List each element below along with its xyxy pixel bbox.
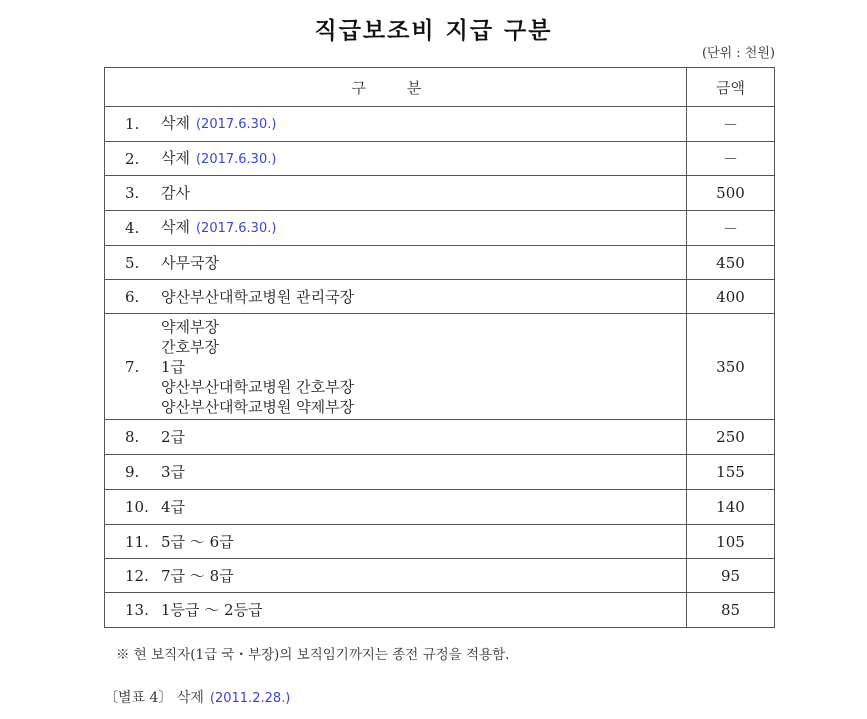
row-label-line: 양산부산대학교병원 간호부장 (161, 377, 355, 396)
row-item-cell (105, 455, 687, 490)
attachment-label: 〔별표 4〕 삭제 (104, 690, 204, 706)
row-item-cell (105, 280, 687, 314)
row-label-line: 2급 (161, 428, 186, 446)
row-item-cell (105, 176, 687, 211)
row-item-cell (105, 314, 687, 420)
row-number: 9. (125, 463, 140, 481)
table-body (105, 107, 775, 628)
row-label (161, 183, 190, 203)
row-label-line: 1급 (161, 357, 186, 376)
table-row (105, 559, 775, 593)
row-label-line (161, 217, 276, 239)
row-label-line: 양산부산대학교병원 약제부장 (161, 397, 355, 416)
row-amount: 350 (687, 314, 775, 420)
row-amount: － (687, 142, 775, 176)
table-header-row (105, 68, 775, 107)
row-label-line: 3급 (161, 463, 186, 481)
row-number: 6. (125, 287, 140, 306)
row-amount: － (687, 211, 775, 246)
row-label-line: 7급 ～ 8급 (161, 566, 234, 585)
deletion-date: (2017.6.30.) (195, 221, 277, 236)
row-amount: 500 (687, 176, 775, 211)
row-amount: 140 (687, 490, 775, 525)
row-label-line: 양산부산대학교병원 관리국장 (161, 287, 355, 306)
row-item-cell (105, 211, 687, 246)
row-label (161, 148, 276, 170)
row-item-cell (105, 420, 687, 455)
row-label-text: 삭제 (161, 148, 190, 167)
row-item-cell (105, 593, 687, 628)
row-label (161, 532, 234, 552)
row-number: 7. (125, 357, 140, 376)
row-amount: 250 (687, 420, 775, 455)
row-label-line: 간호부장 (161, 337, 219, 356)
row-label (161, 217, 276, 239)
row-amount: 155 (687, 455, 775, 490)
page-title: 직급보조비 지급 구분 (314, 17, 553, 44)
row-label (161, 253, 219, 273)
row-label-text: 삭제 (161, 114, 190, 132)
header-amount: 금액 (687, 68, 775, 107)
row-label-line: 약제부장 (161, 317, 219, 336)
table-row (105, 142, 775, 176)
row-label (161, 287, 354, 307)
row-amount: 450 (687, 246, 775, 280)
table-row (105, 525, 775, 559)
row-number: 8. (125, 428, 140, 446)
attachment-date: (2011.2.28.) (209, 691, 291, 706)
row-number: 10. (125, 498, 149, 516)
attachment-line (104, 687, 290, 707)
row-label (161, 566, 234, 586)
table-row (105, 176, 775, 211)
row-label (161, 317, 354, 417)
table-row (105, 107, 775, 142)
deletion-date: (2017.6.30.) (195, 117, 277, 132)
row-label-line (161, 113, 276, 135)
table-row (105, 593, 775, 628)
row-amount: － (687, 107, 775, 142)
row-label (161, 497, 185, 517)
header-category: 구 분 (105, 68, 687, 107)
deletion-date: (2017.6.30.) (195, 151, 277, 167)
table-row (105, 490, 775, 525)
table-row (105, 314, 775, 420)
table-row (105, 455, 775, 490)
row-label-text: 삭제 (161, 218, 190, 236)
table-row (105, 420, 775, 455)
row-amount: 105 (687, 525, 775, 559)
footnote: ※ 현 보직자(1급 국・부장)의 보직임기까지는 종전 규정을 적용함. (116, 647, 510, 663)
table-row (105, 246, 775, 280)
row-label-line: 4급 (161, 498, 186, 516)
row-label-line (161, 148, 276, 170)
row-amount: 95 (687, 559, 775, 593)
table-row (105, 211, 775, 246)
row-label-line: 5급 ～ 6급 (161, 532, 234, 551)
row-label-line: 감사 (161, 184, 190, 202)
row-item-cell (105, 246, 687, 280)
row-number: 11. (125, 532, 149, 551)
row-label (161, 113, 276, 135)
row-number: 2. (125, 149, 140, 168)
row-label (161, 462, 185, 482)
row-label-line: 1등급 ～ 2등급 (161, 601, 263, 619)
unit-label: (단위 : 천원) (701, 46, 775, 61)
row-label (161, 600, 263, 620)
table-row (105, 280, 775, 314)
row-item-cell (105, 107, 687, 142)
allowance-table (104, 67, 775, 628)
row-item-cell (105, 490, 687, 525)
row-number: 12. (125, 566, 149, 585)
row-number: 1. (125, 115, 140, 133)
row-number: 3. (125, 184, 140, 202)
row-item-cell (105, 142, 687, 176)
row-label (161, 427, 185, 447)
row-label-line: 사무국장 (161, 253, 219, 272)
row-number: 5. (125, 253, 140, 272)
row-amount: 400 (687, 280, 775, 314)
row-amount: 85 (687, 593, 775, 628)
row-item-cell (105, 525, 687, 559)
row-item-cell (105, 559, 687, 593)
row-number: 4. (125, 219, 140, 237)
row-number: 13. (125, 601, 149, 619)
